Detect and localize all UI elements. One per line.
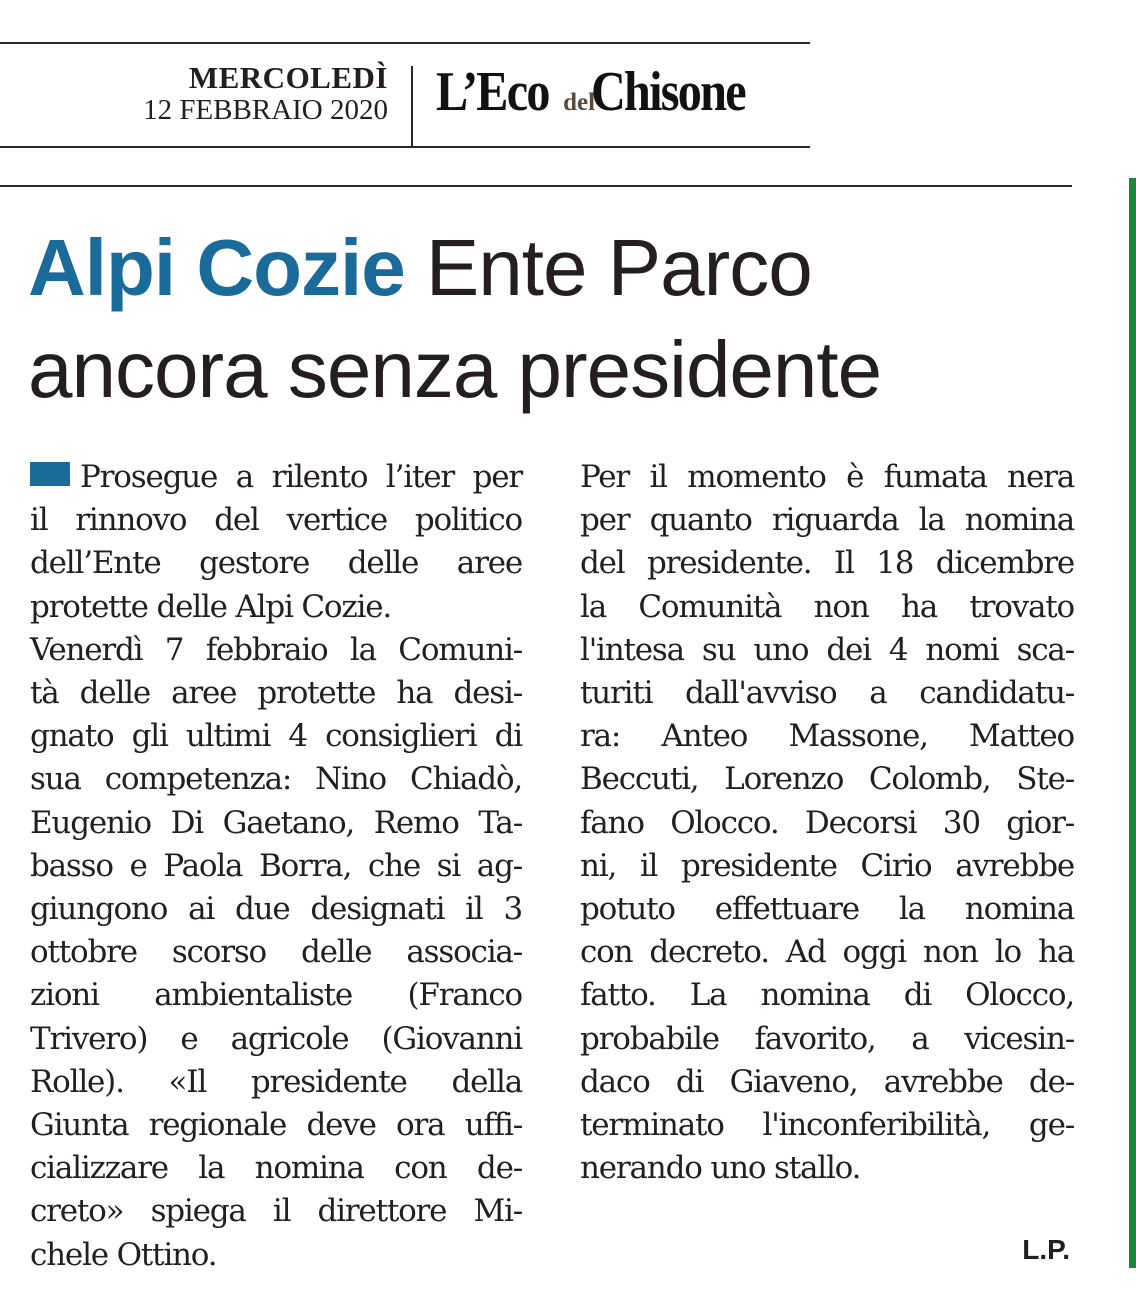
article-line: cializzare la nomina con de- [30, 1150, 522, 1187]
article-line: Venerdì 7 febbraio la Comuni- [30, 631, 522, 668]
article-column-right [580, 456, 1074, 1190]
article-line: Eugenio Di Gaetano, Remo Ta- [30, 804, 522, 841]
page-edge-green-bar [1129, 178, 1136, 1268]
masthead-date: 12 FEBBRAIO 2020 [143, 94, 388, 126]
article-line: per quanto riguarda la nomina [580, 502, 1074, 539]
article-line: protette delle Alpi Cozie. [30, 588, 392, 625]
logo-part-eco: L’Eco [436, 61, 549, 123]
article-line: nerando uno stallo. [580, 1150, 861, 1187]
article-line-text: Prosegue a rilento l’iter per [80, 459, 522, 495]
paragraph-marker [30, 462, 70, 486]
article-line: basso e Paola Borra, che si ag- [30, 847, 522, 884]
logo-part-del: del [563, 89, 596, 116]
article-line: gnato gli ultimi 4 consiglieri di [30, 718, 522, 755]
logo-part-chisone: Chisone [591, 61, 745, 123]
article-line: Trivero) e agricole (Giovanni [30, 1020, 522, 1057]
article-line: del presidente. Il 18 dicembre [580, 545, 1074, 582]
article-line: terminato l'inconferibilità, ge- [580, 1107, 1074, 1144]
article-line: chele Ottino. [30, 1236, 217, 1273]
article-line: creto» spiega il direttore Mi- [30, 1193, 522, 1230]
masthead-weekday: MERCOLEDÌ [188, 60, 388, 95]
masthead-separator [411, 66, 413, 146]
article-line: daco di Giaveno, avrebbe de- [580, 1063, 1074, 1100]
article-line: l'intesa su uno dei 4 nomi sca- [580, 631, 1074, 668]
article-line: la Comunità non ha trovato [580, 588, 1074, 625]
article-line [30, 456, 522, 499]
article-line: giungono ai due designati il 3 [30, 891, 522, 928]
article-top-rule [0, 185, 1072, 187]
article-line: ottobre scorso delle associa- [30, 934, 522, 971]
article-line: Beccuti, Lorenzo Colomb, Ste- [580, 761, 1074, 798]
article-line: ra: Anteo Massone, Matteo [580, 718, 1074, 755]
article-line: fatto. La nomina di Olocco, [580, 977, 1074, 1014]
newspaper-logo [436, 61, 770, 123]
article-line: tà delle aree protette ha desi- [30, 675, 522, 712]
article-line: Giunta regionale deve ora uffi- [30, 1107, 522, 1144]
author-signature: L.P. [1022, 1234, 1070, 1265]
article-line: con decreto. Ad oggi non lo ha [580, 934, 1074, 971]
headline-line-1 [28, 223, 1108, 312]
article-line: probabile favorito, a vicesin- [580, 1020, 1074, 1057]
article-line: Per il momento è fumata nera [580, 459, 1074, 495]
article-line: dell’Ente gestore delle aree [30, 545, 522, 582]
article-line: sua competenza: Nino Chiadò, [30, 761, 522, 798]
article-line: zioni ambientaliste (Franco [30, 977, 522, 1014]
article-line: ni, il presidente Cirio avrebbe [580, 847, 1074, 884]
masthead-top-rule [0, 42, 810, 44]
article-line: il rinnovo del vertice politico [30, 502, 522, 539]
article-line: potuto effettuare la nomina [580, 891, 1074, 928]
article-column-left [30, 456, 522, 1277]
headline-line-1-rest: Ente Parco [425, 223, 812, 312]
headline-line-2: ancora senza presidente [28, 325, 882, 414]
headline-kicker: Alpi Cozie [28, 223, 405, 312]
masthead-bottom-rule [0, 146, 810, 148]
article-line: Rolle). «Il presidente della [30, 1063, 522, 1100]
article-line: fano Olocco. Decorsi 30 gior- [580, 804, 1074, 841]
article-line: turiti dall'avviso a candidatu- [580, 675, 1074, 712]
